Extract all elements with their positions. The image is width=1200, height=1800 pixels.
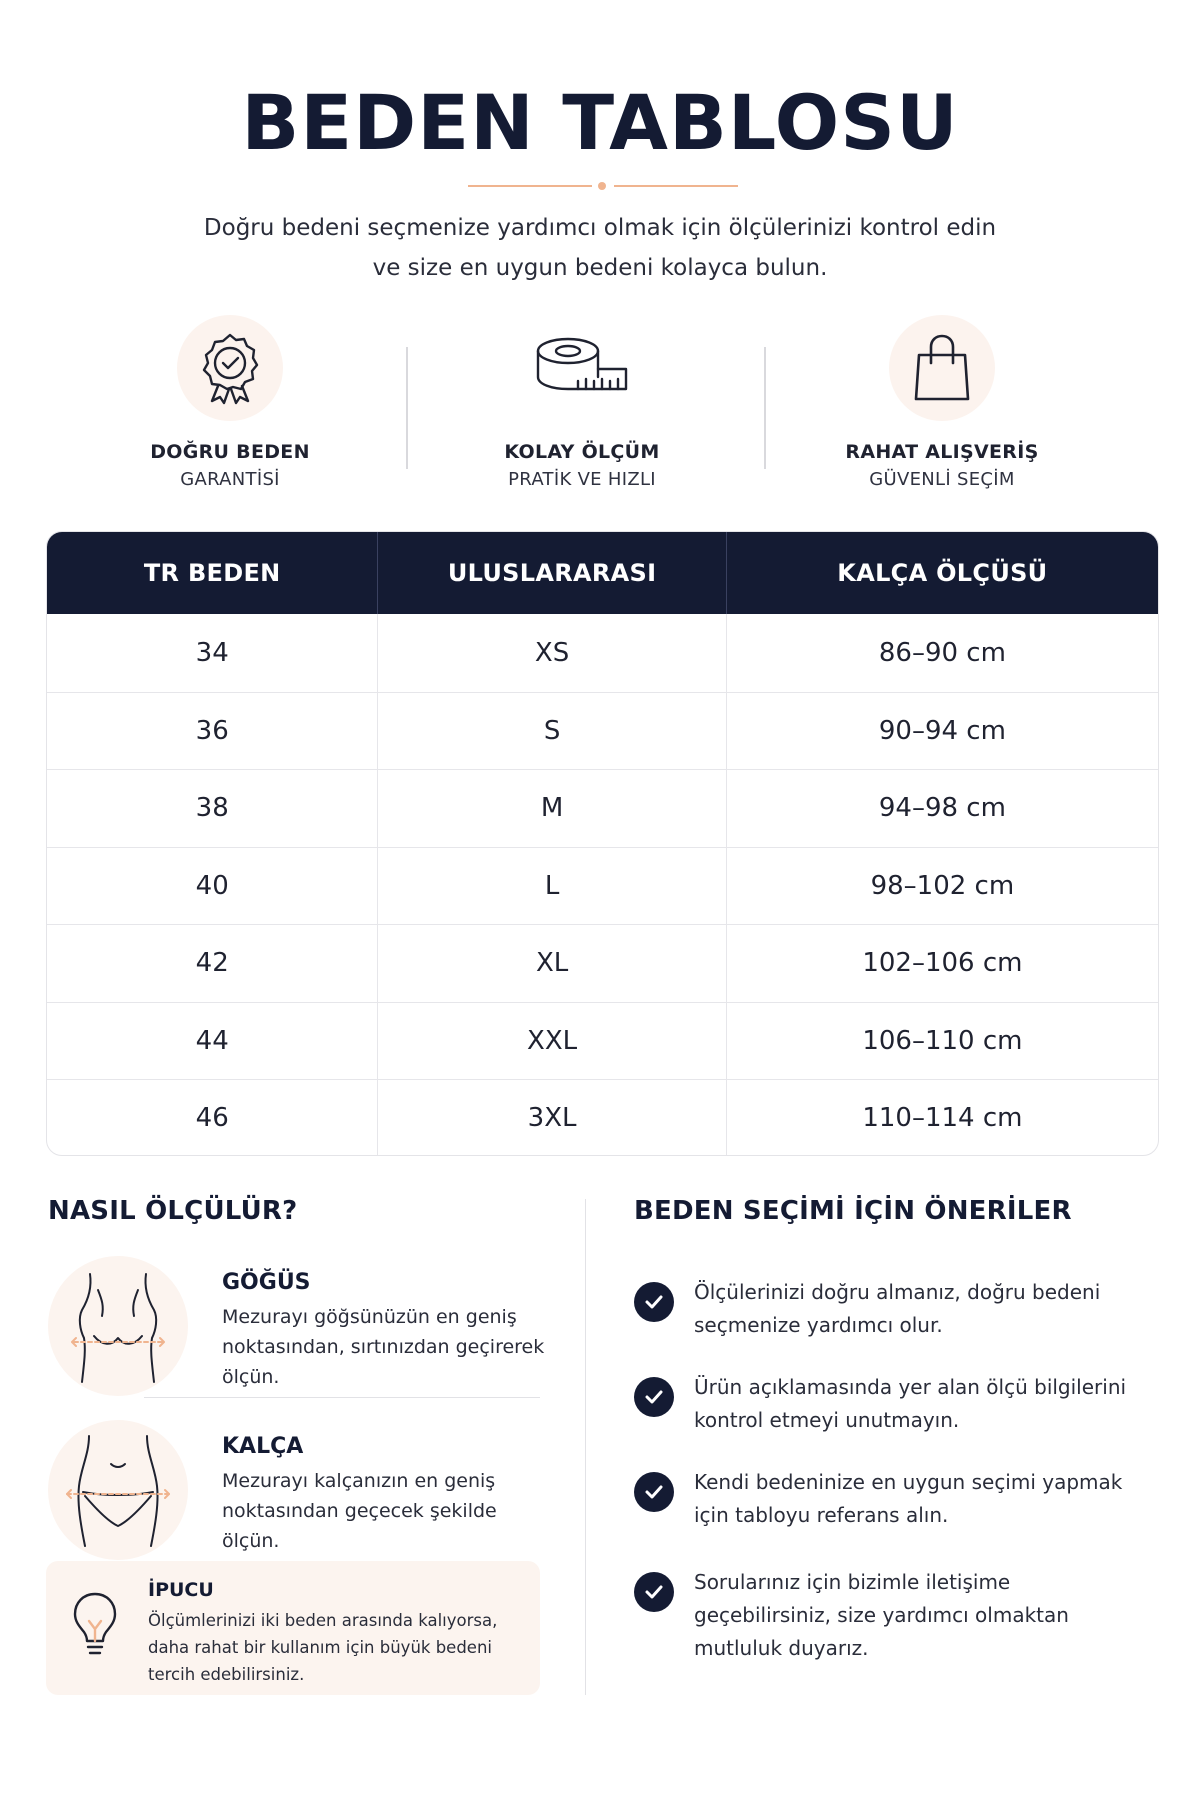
table-cell: 46 xyxy=(47,1080,378,1156)
tip-title: İPUCU xyxy=(148,1579,214,1601)
table-cell: 90–94 cm xyxy=(878,715,1006,746)
recommendation-text: Ölçülerinizi doğru almanız, doğru bedeni seçmenize yardımcı olur. xyxy=(694,1280,1101,1337)
table-cell: 34 xyxy=(47,614,378,692)
how-to-measure-section xyxy=(48,1196,548,1226)
table-row xyxy=(47,1002,1158,1080)
feature-title: DOĞRU BEDEN xyxy=(150,441,310,463)
lightbulb-icon xyxy=(72,1591,118,1661)
measure-text: Mezurayı kalçanızın en geniş noktasından geçecek şekilde ölçün. xyxy=(222,1470,497,1552)
page-subtitle xyxy=(100,208,1100,288)
feature-correct-size xyxy=(50,315,410,490)
table-header xyxy=(47,532,1158,614)
table-cell: 110–114 cm xyxy=(862,1103,1023,1134)
table-cell: 86–90 cm xyxy=(878,637,1006,668)
table-cell: L xyxy=(378,848,726,925)
feature-title: KOLAY ÖLÇÜM xyxy=(504,441,660,463)
column-header: ULUSLARARASI xyxy=(378,532,726,614)
measure-text: Mezurayı göğsünüzün en geniş noktasından, sırtınızdan geçirerek ölçün. xyxy=(222,1306,545,1388)
tip-box xyxy=(46,1561,540,1695)
column-header: TR BEDEN xyxy=(47,532,378,614)
badge-check-icon xyxy=(177,315,283,421)
table-row xyxy=(47,924,1158,1002)
measure-title: GÖĞÜS xyxy=(222,1270,311,1295)
tape-measure-icon xyxy=(529,315,635,421)
feature-comfortable-shopping xyxy=(762,315,1122,490)
measure-title: KALÇA xyxy=(222,1434,304,1459)
table-cell: 106–110 cm xyxy=(862,1025,1023,1056)
table-row xyxy=(47,692,1158,770)
section-title: BEDEN SEÇİMİ İÇİN ÖNERİLER xyxy=(634,1196,1072,1226)
check-circle-icon xyxy=(634,1572,674,1612)
table-cell: XS xyxy=(378,614,726,692)
measure-separator xyxy=(144,1397,540,1398)
feature-subtitle: GARANTİSİ xyxy=(180,469,280,490)
check-circle-icon xyxy=(634,1472,674,1512)
column-header: KALÇA ÖLÇÜSÜ xyxy=(837,559,1048,587)
table-cell: 3XL xyxy=(378,1080,726,1156)
check-circle-icon xyxy=(634,1377,674,1417)
table-cell: M xyxy=(378,770,726,847)
table-cell: 94–98 cm xyxy=(878,793,1006,824)
feature-subtitle: GÜVENLİ SEÇİM xyxy=(869,469,1015,490)
title-divider xyxy=(468,180,738,192)
table-row xyxy=(47,614,1158,692)
table-cell: 98–102 cm xyxy=(870,870,1015,901)
table-row xyxy=(47,1079,1158,1156)
page-title: BEDEN TABLOSU xyxy=(241,78,959,167)
table-cell: S xyxy=(378,693,726,770)
feature-subtitle: PRATİK VE HIZLI xyxy=(508,469,656,490)
table-cell: 40 xyxy=(47,848,378,925)
table-cell: 42 xyxy=(47,925,378,1002)
subtitle-line-2: ve size en uygun bedeni kolayca bulun. xyxy=(372,255,828,281)
tip-text: Ölçümlerinizi iki beden arasında kalıyorsa, daha rahat bir kullanım için büyük bedeni tercih edebilirsiniz. xyxy=(148,1611,498,1684)
subtitle-line-1: Doğru bedeni seçmenize yardımcı olmak için ölçülerinizi kontrol edin xyxy=(203,215,997,241)
size-table xyxy=(46,531,1159,1156)
table-body xyxy=(47,614,1158,1156)
table-cell: 102–106 cm xyxy=(862,948,1023,979)
section-separator xyxy=(585,1199,586,1695)
recommendation-text: Kendi bedeninize en uygun seçimi yapmak için tabloyu referans alın. xyxy=(694,1470,1123,1527)
feature-strip xyxy=(0,315,1200,495)
hip-figure-icon xyxy=(48,1420,188,1560)
table-cell: 44 xyxy=(47,1003,378,1080)
recommendation-text: Ürün açıklamasında yer alan ölçü bilgilerini kontrol etmeyi unutmayın. xyxy=(694,1375,1127,1432)
table-row xyxy=(47,769,1158,847)
recommendations-section xyxy=(634,1196,1174,1660)
table-cell: XXL xyxy=(378,1003,726,1080)
shopping-bag-icon xyxy=(889,315,995,421)
check-circle-icon xyxy=(634,1282,674,1322)
table-row xyxy=(47,847,1158,925)
feature-title: RAHAT ALIŞVERİŞ xyxy=(845,441,1039,463)
table-cell: 38 xyxy=(47,770,378,847)
recommendation-text: Sorularınız için bizimle iletişime geçebilirsiniz, size yardımcı olmaktan mutluluk duyarız. xyxy=(694,1570,1069,1660)
section-title: NASIL ÖLÇÜLÜR? xyxy=(48,1196,298,1226)
feature-easy-measure xyxy=(402,315,762,490)
chest-figure-icon xyxy=(48,1256,188,1396)
table-cell: XL xyxy=(378,925,726,1002)
table-cell: 36 xyxy=(47,693,378,770)
